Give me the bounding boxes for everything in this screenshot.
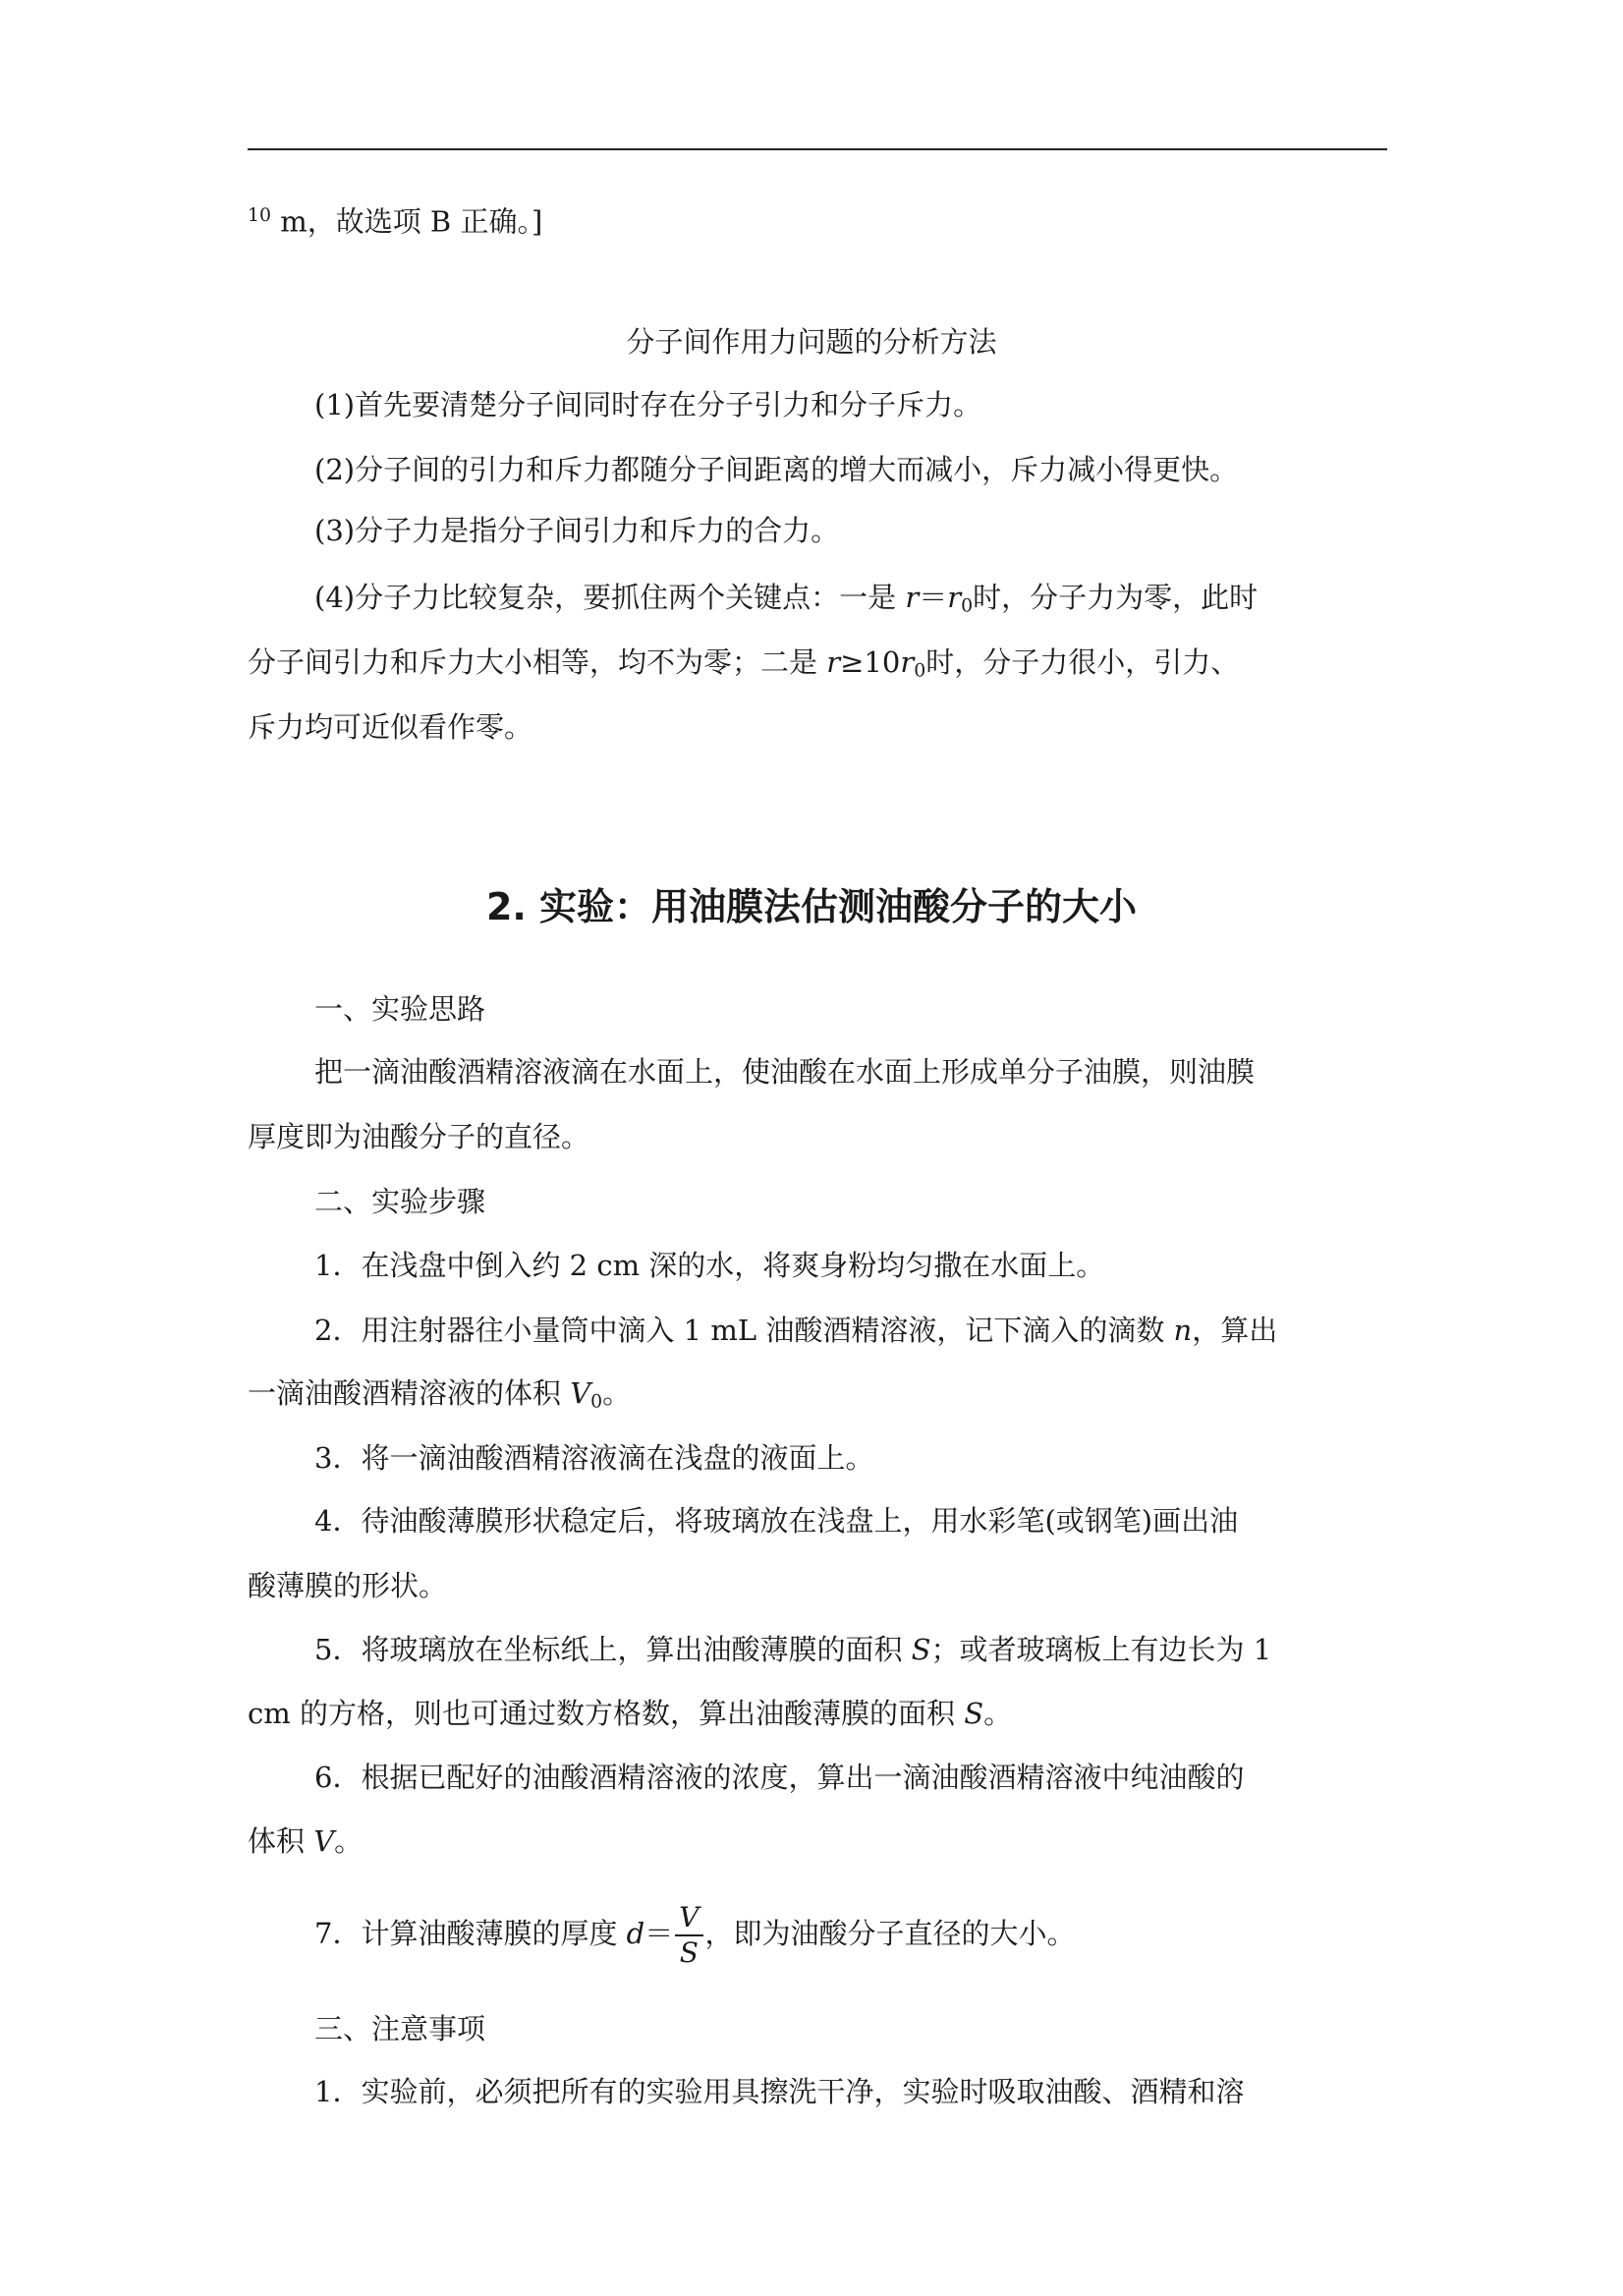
heading-steps: 二、实验步骤: [314, 1185, 486, 1218]
method-box-title: 分子间作用力问题的分析方法: [626, 325, 997, 359]
method-item-3: (3)分子力是指分子间引力和斥力的合力。: [314, 514, 840, 547]
method-item-2: (2)分子间的引力和斥力都随分子间距离的增大而减小，斥力减小得更快。: [314, 453, 1239, 486]
method-item-4-line-2: 分子间引力和斥力大小相等，均不为零；二是 $r\ge 10r_0$时，分子力很小，引力、: [248, 645, 1240, 682]
step-5-line-2: cm 的方格，则也可通过数方格数，算出油酸薄膜的面积 S。: [248, 1697, 1013, 1730]
step-4-line-1: 4．待油酸薄膜形状稳定后，将玻璃放在浅盘上，用水彩笔(或钢笔)画出油: [314, 1504, 1239, 1538]
step-5-line-1: 5．将玻璃放在坐标纸上，算出油酸薄膜的面积 S；或者玻璃板上有边长为 1: [314, 1633, 1272, 1666]
step-4-line-2: 酸薄膜的形状。: [248, 1569, 448, 1602]
method-item-1: (1)首先要清楚分子间同时存在分子引力和分子斥力。: [314, 388, 982, 421]
exponent: 10: [248, 205, 271, 226]
idea-line-2: 厚度即为油酸分子的直径。: [248, 1120, 590, 1153]
method-item-4-line-3: 斥力均可近似看作零。: [248, 710, 533, 744]
fraction-v-over-s: $\frac{V}{S}$: [675, 1904, 702, 1967]
step-3: 3．将一滴油酸酒精溶液滴在浅盘的液面上。: [314, 1441, 874, 1475]
section-title: 2. 实验：用油膜法估测油酸分子的大小: [485, 885, 1138, 928]
header-rule: [248, 148, 1387, 150]
step-1: 1．在浅盘中倒入约 2 cm 深的水，将爽身粉均匀撒在水面上。: [314, 1249, 1105, 1282]
step-7: 7．计算油酸薄膜的厚度 d＝ $\frac{V}{S}$ ，即为油酸分子直径的大小。: [314, 1901, 1076, 1969]
heading-idea: 一、实验思路: [314, 992, 486, 1026]
idea-line-1: 把一滴油酸酒精溶液滴在水面上，使油酸在水面上形成单分子油膜，则油膜: [314, 1055, 1256, 1089]
step-2-line-1: 2．用注射器往小量筒中滴入 1 mL 油酸酒精溶液，记下滴入的滴数 n，算出: [314, 1314, 1278, 1347]
step-6-line-1: 6．根据已配好的油酸酒精溶液的浓度，算出一滴油酸酒精溶液中纯油酸的: [314, 1761, 1245, 1794]
step-2-line-2: 一滴油酸酒精溶液的体积 $V_0$。: [248, 1376, 632, 1413]
heading-notes: 三、注意事项: [314, 2012, 486, 2045]
note-1-line-1: 1．实验前，必须把所有的实验用具擦洗干净，实验时吸取油酸、酒精和溶: [314, 2075, 1245, 2108]
method-item-4-line-1: (4)分子力比较复杂，要抓住两个关键点：一是 $r=r_0$时，分子力为零，此时: [314, 581, 1259, 617]
continuation-line: $^{10}$ m，故选项 B 正确。]: [248, 204, 543, 239]
step-6-line-2: 体积 V。: [248, 1824, 364, 1858]
